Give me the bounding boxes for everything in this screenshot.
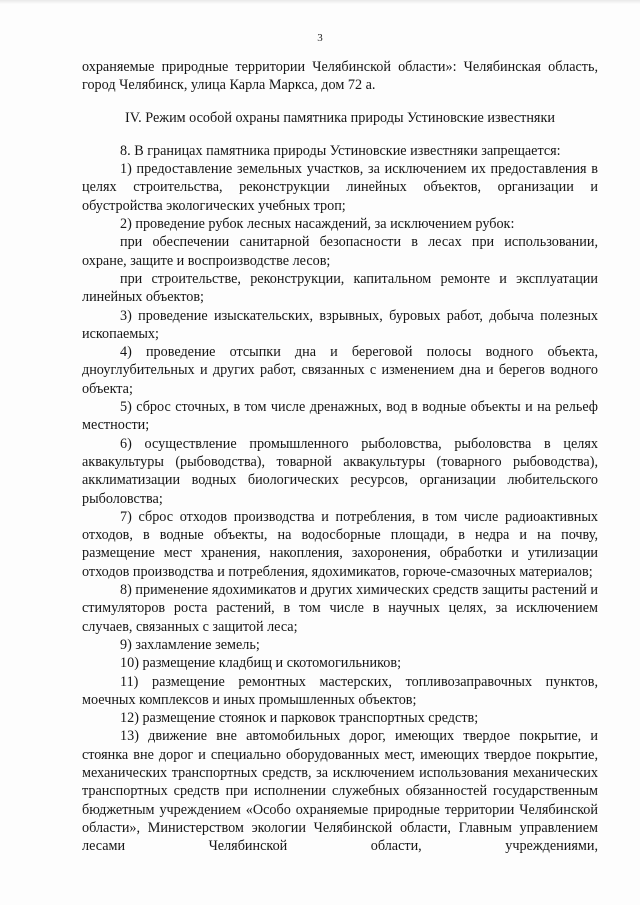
paragraph: 13) движение вне автомобильных дорог, имеющих твердое покрытие, и стоянка вне дорог и специально оборудованных мест, имеющих твердое покрытие, механических транспортных средств, за исключением использования механических транспортных средств при исполнении служебных обязанностей государственным бюджетным учреждением «Особо охраняемые природные территории Челябинской области», Министерством экологии Челябинской области, Главным управлением лесами Челябинской области, учреждениями, bbox=[82, 728, 598, 855]
paragraph: 3) проведение изыскательских, взрывных, буровых работ, добыча полезных ископаемых; bbox=[82, 307, 598, 342]
paragraph: 5) сброс сточных, в том числе дренажных, вод в водные объекты и на рельеф местности; bbox=[82, 399, 598, 434]
intro-paragraph: охраняемые природные территории Челябинской области»: Челябинская область, город Челябинск, улица Карла Маркса, дом 72 а. bbox=[82, 59, 598, 94]
paragraph: 11) размещение ремонтных мастерских, топливозаправочных пунктов, моечных комплексов и иных промышленных объектов; bbox=[82, 673, 598, 708]
paragraph: 9) захламление земель; bbox=[120, 636, 260, 653]
scan-edge bbox=[0, 0, 640, 4]
paragraph: 12) размещение стоянок и парковок транспортных средств; bbox=[120, 710, 479, 727]
paragraph: 6) осуществление промышленного рыболовства, рыболовства в целях аквакультуры (рыбоводства), товарной аквакультуры (товарного рыбоводства), акклиматизации водных биологических ресурсов, организации любительского рыболовства; bbox=[82, 435, 598, 507]
document-body bbox=[82, 58, 598, 855]
paragraph: 8. В границах памятника природы Устиновские известняки запрещается: bbox=[120, 142, 561, 159]
paragraph: 7) сброс отходов производства и потребления, в том числе радиоактивных отходов, в водные объекты, на водосборные площади, в недра и на почву, размещение мест хранения, накопления, захоронения, обработки и утилизации отходов производства и потребления, ядохимикатов, горюче-смазочных материалов; bbox=[82, 508, 598, 580]
paragraph: 4) проведение отсыпки дна и береговой полосы водного объекта, дноуглубительных и других работ, связанных с изменением дна и берегов водного объекта; bbox=[82, 344, 598, 397]
page-number: 3 bbox=[317, 32, 323, 44]
paragraph: при обеспечении санитарной безопасности в лесах при использовании, охране, защите и воспроизводстве лесов; bbox=[82, 234, 598, 269]
paragraph: 1) предоставление земельных участков, за исключением их предоставления в целях строительства, реконструкции линейных объектов, организации и обустройства экологических учебных троп; bbox=[82, 161, 598, 214]
paragraph: 8) применение ядохимикатов и других химических средств защиты растений и стимуляторов роста растений, в том числе в научных целях, за исключением случаев, связанных с защитой леса; bbox=[82, 582, 598, 635]
paragraph: 10) размещение кладбищ и скотомогильников; bbox=[120, 655, 402, 672]
paragraph: при строительстве, реконструкции, капитальном ремонте и эксплуатации линейных объектов; bbox=[82, 270, 598, 306]
section-heading: IV. Режим особой охраны памятника природы Устиновские известняки bbox=[125, 109, 555, 126]
paragraph: 2) проведение рубок лесных насаждений, за исключением рубок: bbox=[120, 216, 515, 233]
